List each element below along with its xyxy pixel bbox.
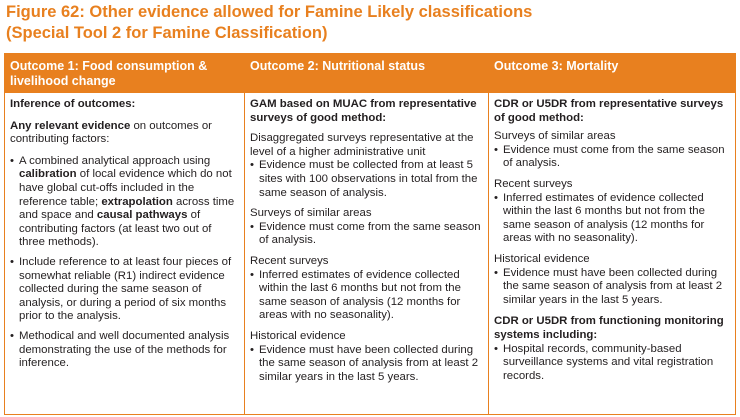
outcome-3-body [489,95,735,414]
list-item: • Methodical and well documented analysis demonstrating the use of the methods for inference. [10,330,238,371]
outcome-2-column [245,54,488,414]
gam-heading: GAM based on MUAC from representative surveys of good method: [250,98,477,124]
figure-title-line-2: (Special Tool 2 for Famine Classification) [6,24,328,42]
list-item: • Inferred estimates of evidence collected within the last 6 months but not from the same season of analysis (12 months for areas with no seasonality). [494,192,729,246]
list-item: • Include reference to at least four pieces of somewhat reliable (R1) indirect evidence collected during the same season of analysis, or during a period of six months prior to the analysis. [10,256,238,324]
extrapolation-term: extrapolation [101,195,173,208]
inference-list [10,155,238,371]
historical-evidence-list [494,267,729,308]
inference-heading: Inference of outcomes: [10,98,136,110]
list-item: • Evidence must have been collected during the same season of analysis from at least 2 similar years in the last 5 years. [250,344,482,385]
list-item [10,155,238,250]
list-item: • Evidence must come from the same season of analysis. [494,144,729,171]
outcome-3-column [489,54,735,414]
similar-areas-title: Surveys of similar areas [250,207,372,220]
list-item-text: A combined analytical approach using [19,154,211,167]
recent-surveys-list [250,269,482,323]
relevant-evidence-label: Any relevant evidence [10,119,131,132]
recent-surveys-title: Recent surveys [250,254,329,267]
recent-surveys-title: Recent surveys [494,177,573,190]
historical-evidence-title: Historical evidence [250,329,346,342]
outcome-2-header: Outcome 2: Nutritional status [245,54,488,93]
historical-evidence-title: Historical evidence [494,252,590,265]
list-item: • Evidence must come from the same season of analysis. [250,221,482,248]
similar-areas-list [494,144,729,171]
list-item: • Evidence must be collected from at least 5 sites with 100 observations in total from the same season of analysis. [250,159,482,200]
monitoring-systems-heading: CDR or U5DR from functioning monitoring systems including: [494,315,724,341]
disaggregated-surveys-text [250,132,482,159]
monitoring-systems-list [494,343,729,384]
causal-pathways-term: causal pathways [96,209,188,222]
historical-evidence-list [250,344,482,385]
list-item-text: across time and space and [19,195,235,222]
outcome-1-body [5,95,244,414]
outcome-3-header: Outcome 3: Mortality [489,54,735,93]
outcome-2-body [245,95,488,414]
list-item: • Inferred estimates of evidence collected within the last 6 months but not from the same season of analysis (12 months for areas with no seasonality). [250,269,482,323]
relevant-evidence-intro [10,120,238,147]
disaggregated-surveys-title: Disaggregated surveys [250,132,367,145]
outcome-1-column [5,54,244,414]
relevant-evidence-text: on outcomes or contributing factors: [10,119,212,146]
figure-title [6,2,736,44]
figure-title-line-1: Figure 62: Other evidence allowed for Famine Likely classifications [6,3,533,21]
similar-areas-title: Surveys of similar areas [494,130,616,143]
calibration-term: calibration [19,168,77,181]
list-item: • Hospital records, community-based surveillance systems and vital registration records. [494,343,729,384]
list-item: • Evidence must have been collected during the same season of analysis from at least 2 similar years in the last 5 years. [494,267,729,308]
outcome-1-header: Outcome 1: Food consumption & livelihood change [5,54,244,93]
list-item-text: of local evidence which do not have global cut-offs included in the reference table; [19,168,232,208]
disaggregated-surveys-desc: representative at the level of a higher administrative unit [250,132,474,158]
list-item-text: of contributing factors (at least two out of three methods). [19,209,212,249]
disaggregated-list [250,159,482,200]
evidence-table [4,53,736,415]
cdr-surveys-heading: CDR or U5DR from representative surveys of good method: [494,98,724,124]
recent-surveys-list [494,192,729,246]
similar-areas-list [250,221,482,248]
